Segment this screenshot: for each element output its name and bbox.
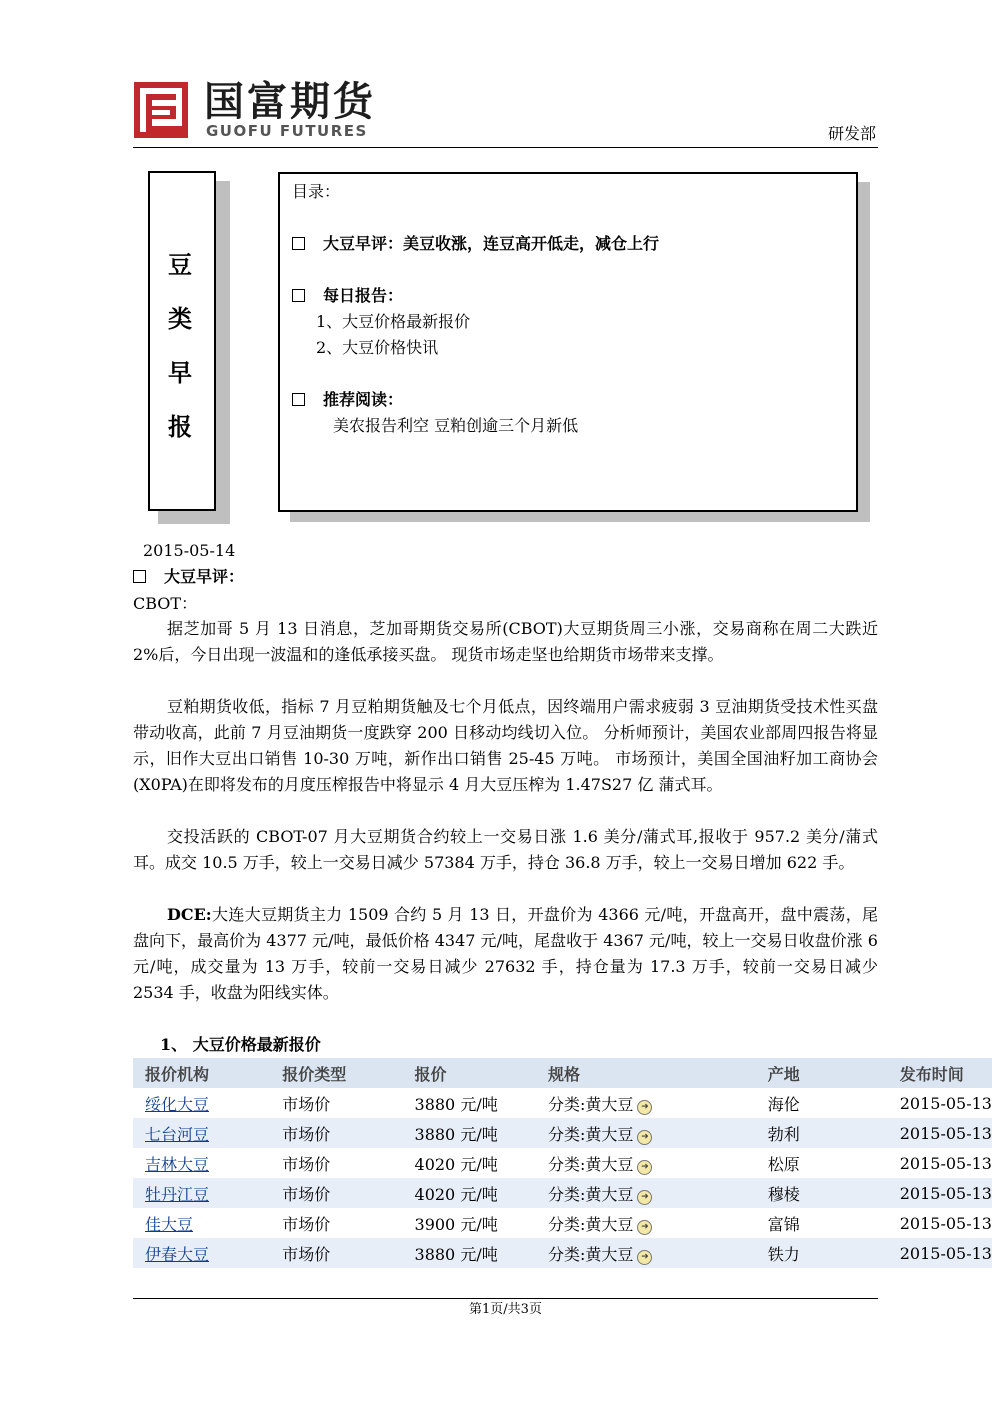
checkbox-icon	[292, 393, 305, 406]
quoter-link[interactable]: 吉林大豆	[145, 1154, 210, 1174]
toc-item-recommended[interactable]: 推荐阅读：	[292, 389, 403, 411]
toc-recommended-article[interactable]: 美农报告利空 豆粕创逾三个月新低	[333, 416, 579, 435]
table-cell: 穆棱	[768, 1178, 900, 1208]
report-date: 2015-05-14	[143, 541, 236, 560]
quoter-link[interactable]: 佳大豆	[145, 1214, 194, 1234]
table-title: 1、 大豆价格最新报价	[160, 1035, 321, 1054]
quoter-link[interactable]: 牡丹江豆	[145, 1184, 210, 1204]
paragraph-meal-oil: 豆粕期货收低，指标 7 月豆粕期货触及七个月低点，因终端用户需求疲弱 3 豆油期货受技术性买盘带动收高，此前 7 月豆油期货一度跌穿 200 日移动均线切入位。 分析师预计，美国农业部周四报告将显示，旧作大豆出口销售 10-30 万吨，新作出口销售 25-45 万吨。 市场预计，美国全国油籽加工商协会(X0PA)在即将发布的月度压榨报告中将显示 4 月大豆压榨为 1.47S27 亿 蒲式耳。	[133, 697, 878, 794]
price-table	[133, 1058, 992, 1268]
column-header: 报价类型	[282, 1058, 414, 1088]
table-row	[133, 1148, 992, 1178]
paragraph-cbot-contract: 交投活跃的 CBOT-07 月大豆期货合约较上一交易日涨 1.6 美分/蒲式耳,报收于 957.2 美分/蒲式耳。成交 10.5 万手，较上一交易日减少 57384 万手，持仓 36.8 万手，较上一交易日增加 622 手。	[133, 827, 878, 872]
quoter-link[interactable]: 七台河豆	[145, 1124, 210, 1144]
toc-label: 目录：	[292, 182, 341, 201]
guofu-logo-icon	[134, 82, 188, 138]
table-cell: 市场价	[282, 1178, 414, 1208]
table-cell: 分类:黄大豆 ➜	[548, 1208, 768, 1238]
column-header: 产地	[768, 1058, 900, 1088]
title-char: 报	[168, 413, 192, 441]
page-number: 第1页/共3页	[469, 1302, 542, 1317]
column-header: 规格	[548, 1058, 768, 1088]
toc-item-daily-report[interactable]: 每日报告：	[292, 285, 403, 307]
table-row	[133, 1088, 992, 1118]
table-cell: 2015-05-13	[899, 1093, 992, 1113]
table-cell: 分类:黄大豆 ➜	[548, 1178, 768, 1208]
arrow-right-icon[interactable]: ➜	[637, 1130, 652, 1145]
table-row	[133, 1178, 992, 1208]
dce-label: DCE:	[167, 905, 212, 924]
arrow-right-icon[interactable]: ➜	[637, 1100, 652, 1115]
table-cell: 铁力	[768, 1238, 900, 1268]
table-cell: 2015-05-13	[899, 1213, 992, 1233]
arrow-right-icon[interactable]: ➜	[637, 1250, 652, 1265]
paragraph-cbot-soybean: 据芝加哥 5 月 13 日消息，芝加哥期货交易所(CBOT)大豆期货周三小涨，交易商称在周二大跌近 2%后，今日出现一波温和的逢低承接买盘。 现货市场走坚也给期货市场带来支撑。	[133, 619, 878, 664]
toc-subitem[interactable]: 2、大豆价格快讯	[316, 338, 439, 357]
title-char: 类	[168, 305, 192, 333]
table-cell: 4020 元/吨	[414, 1154, 498, 1174]
footer-divider	[133, 1298, 878, 1299]
cbot-label: CBOT：	[133, 594, 198, 613]
table-cell: 4020 元/吨	[415, 1178, 548, 1208]
table-cell: 富锦	[767, 1214, 800, 1234]
table-cell: 松原	[767, 1154, 800, 1174]
table-cell: 2015-05-13	[900, 1238, 992, 1268]
checkbox-icon	[133, 570, 146, 583]
quoter-link[interactable]: 伊春大豆	[145, 1244, 210, 1264]
table-row	[133, 1238, 992, 1268]
table-cell: 市场价	[282, 1238, 414, 1268]
arrow-right-icon[interactable]: ➜	[637, 1190, 652, 1205]
department-label: 研发部	[827, 124, 876, 143]
table-cell: 分类:黄大豆 ➜	[548, 1148, 768, 1178]
company-name-cn: 国富期货	[204, 79, 376, 125]
paragraph-dce: DCE:大连大豆期货主力 1509 合约 5 月 13 日，开盘价为 4366 元/吨，开盘高开，盘中震荡，尾盘向下，最高价为 4377 元/吨，最低价格 4347 元/吨，尾盘收于 4367 元/吨，较上一交易日收盘价涨 6 元/吨，成交量为 13 万手，较前一交易日减少 27632 手，持仓量为 17.3 万手，较前一交易日减少 2534 手，收盘为阳线实体。	[133, 905, 878, 1002]
title-char: 豆	[168, 251, 192, 279]
table-cell: 海伦	[767, 1094, 800, 1114]
table-header-row	[133, 1058, 992, 1088]
arrow-right-icon[interactable]: ➜	[637, 1220, 652, 1235]
column-header: 发布时间	[900, 1058, 992, 1088]
column-header: 报价机构	[133, 1058, 282, 1088]
title-char: 早	[168, 359, 192, 387]
table-row	[133, 1118, 992, 1148]
table-cell: 市场价	[282, 1154, 331, 1174]
company-name-en: GUOFU FUTURES	[206, 122, 368, 140]
table-cell: 3880 元/吨	[415, 1118, 548, 1148]
table-cell: 市场价	[282, 1094, 331, 1114]
table-cell: 分类:黄大豆 ➜	[548, 1088, 768, 1118]
table-cell: 勃利	[768, 1118, 900, 1148]
arrow-right-icon[interactable]: ➜	[637, 1160, 652, 1175]
table-cell: 3880 元/吨	[414, 1094, 498, 1114]
table-cell: 2015-05-13	[900, 1118, 992, 1148]
table-cell: 3900 元/吨	[414, 1214, 498, 1234]
table-cell: 2015-05-13	[899, 1153, 992, 1173]
table-cell: 分类:黄大豆 ➜	[548, 1118, 768, 1148]
report-title-vertical	[148, 238, 212, 454]
table-cell: 分类:黄大豆 ➜	[548, 1238, 768, 1268]
header-divider	[133, 147, 878, 148]
quoter-link[interactable]: 绥化大豆	[145, 1094, 210, 1114]
table-cell: 2015-05-13	[900, 1178, 992, 1208]
section-heading-morning-review: 大豆早评：	[133, 566, 244, 588]
toc-subitem[interactable]: 1、大豆价格最新报价	[316, 312, 471, 331]
table-cell: 市场价	[282, 1118, 414, 1148]
table-cell: 3880 元/吨	[415, 1238, 548, 1268]
toc-item-morning-review[interactable]: 大豆早评：美豆收涨，连豆高开低走，减仓上行	[292, 233, 659, 255]
table-row	[133, 1208, 992, 1238]
column-header: 报价	[415, 1058, 548, 1088]
checkbox-icon	[292, 289, 305, 302]
table-cell: 市场价	[282, 1214, 331, 1234]
checkbox-icon	[292, 237, 305, 250]
